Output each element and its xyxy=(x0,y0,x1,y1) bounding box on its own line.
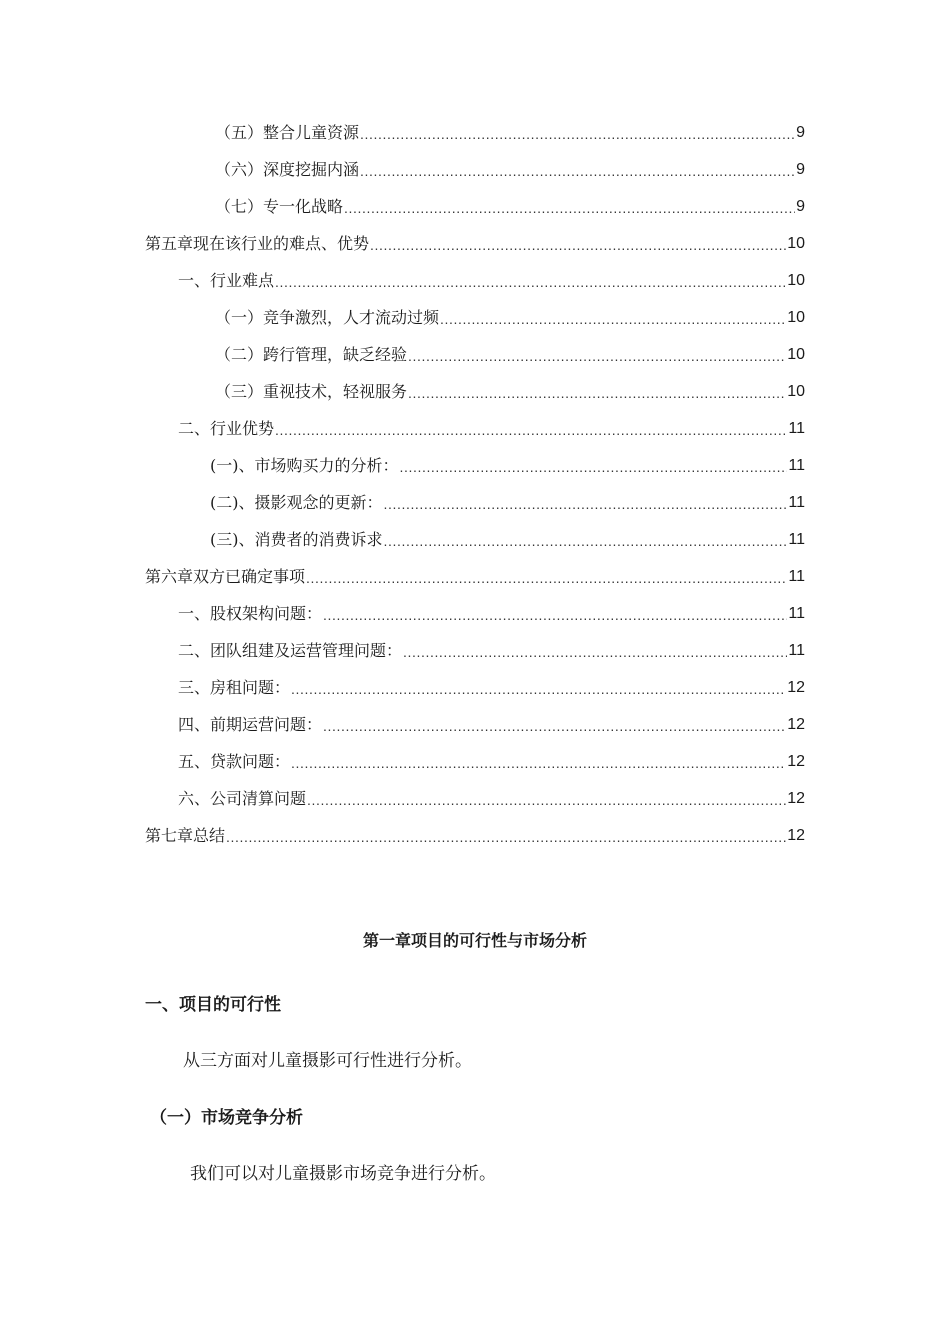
toc-entry-title: 第五章现在该行业的难点、优势 xyxy=(145,234,370,253)
toc-entry-page: 12 xyxy=(787,679,805,696)
toc-leader-dots xyxy=(384,497,788,511)
toc-leader-dots xyxy=(440,312,786,326)
toc-entry-title: 二、团队组建及运营管理问题： xyxy=(178,641,403,660)
toc-entry-title: 一、行业难点 xyxy=(178,271,275,290)
toc-entry-title: 第六章双方已确定事项 xyxy=(145,567,306,586)
toc-entry-page: 10 xyxy=(787,272,805,289)
toc-entry[interactable] xyxy=(178,747,805,773)
toc-entry-title: （三）重视技术，轻视服务 xyxy=(215,382,408,401)
toc-entry-page: 12 xyxy=(787,790,805,807)
toc-leader-dots xyxy=(306,571,787,585)
toc-entry-title: (三)、消费者的消费诉求 xyxy=(210,530,383,549)
toc-entry-title: 三、房租问题： xyxy=(178,678,291,697)
toc-entry-page: 9 xyxy=(796,124,805,141)
toc-entry[interactable] xyxy=(215,118,805,144)
toc-entry-page: 11 xyxy=(788,531,805,548)
toc-entry-title: （七）专一化战略 xyxy=(215,197,344,216)
toc-leader-dots xyxy=(344,201,795,215)
toc-entry-title: 六、公司清算问题 xyxy=(178,789,307,808)
toc-leader-dots xyxy=(275,423,787,437)
toc-entry-title: （一）竞争激烈，人才流动过频 xyxy=(215,308,440,327)
toc-entry[interactable] xyxy=(210,525,805,551)
toc-entry[interactable] xyxy=(215,192,805,218)
toc-entry[interactable] xyxy=(215,303,805,329)
toc-entry[interactable] xyxy=(178,636,805,662)
toc-leader-dots xyxy=(403,645,787,659)
toc-entry-page: 10 xyxy=(787,309,805,326)
chapter-title: 第一章项目的可行性与市场分析 xyxy=(362,931,587,950)
toc-entry-title: （五）整合儿童资源 xyxy=(215,123,360,142)
toc-leader-dots xyxy=(408,386,786,400)
toc-leader-dots xyxy=(370,238,786,252)
toc-leader-dots xyxy=(360,127,795,141)
toc-entry[interactable] xyxy=(215,340,805,366)
toc-entry[interactable] xyxy=(210,488,805,514)
subsection-title: （一）市场竞争分析 xyxy=(150,1108,303,1128)
toc-entry-page: 12 xyxy=(787,753,805,770)
toc-leader-dots xyxy=(275,275,786,289)
toc-entry-title: 五、贷款问题： xyxy=(178,752,291,771)
toc-entry[interactable] xyxy=(210,451,805,477)
toc-entry-title: （六）深度挖掘内涵 xyxy=(215,160,360,179)
toc-entry-page: 9 xyxy=(796,161,805,178)
toc-entry-page: 11 xyxy=(788,605,805,622)
toc-entry[interactable] xyxy=(145,229,805,255)
toc-entry-title: 二、行业优势 xyxy=(178,419,275,438)
toc-leader-dots xyxy=(226,830,786,844)
toc-entry-title: 第七章总结 xyxy=(145,826,226,845)
toc-entry-title: 四、前期运营问题： xyxy=(178,715,323,734)
toc-entry-page: 12 xyxy=(787,827,805,844)
toc-entry-page: 11 xyxy=(788,642,805,659)
toc-entry-page: 11 xyxy=(788,568,805,585)
toc-leader-dots xyxy=(400,460,788,474)
toc-entry-title: （二）跨行管理，缺乏经验 xyxy=(215,345,408,364)
toc-leader-dots xyxy=(360,164,795,178)
toc-leader-dots xyxy=(307,793,786,807)
toc-entry[interactable] xyxy=(178,414,805,440)
toc-leader-dots xyxy=(384,534,788,548)
toc-entry[interactable] xyxy=(178,710,805,736)
toc-leader-dots xyxy=(291,682,786,696)
section-title: 一、项目的可行性 xyxy=(145,995,281,1015)
toc-entry[interactable] xyxy=(178,266,805,292)
paragraph: 我们可以对儿童摄影市场竞争进行分析。 xyxy=(190,1164,496,1184)
paragraph: 从三方面对儿童摄影可行性进行分析。 xyxy=(183,1051,472,1071)
toc-entry[interactable] xyxy=(145,562,805,588)
toc-entry[interactable] xyxy=(178,784,805,810)
toc-entry-page: 12 xyxy=(787,716,805,733)
toc-entry-page: 11 xyxy=(788,457,805,474)
toc-entry-page: 11 xyxy=(788,420,805,437)
toc-entry-page: 10 xyxy=(787,346,805,363)
toc-entry-title: (二)、摄影观念的更新： xyxy=(210,493,383,512)
toc-entry[interactable] xyxy=(145,821,805,847)
toc-leader-dots xyxy=(291,756,786,770)
toc-entry-page: 9 xyxy=(796,198,805,215)
toc-leader-dots xyxy=(323,608,787,622)
toc-entry-title: 一、股权架构问题： xyxy=(178,604,323,623)
toc-entry-page: 10 xyxy=(787,383,805,400)
toc-entry[interactable] xyxy=(178,599,805,625)
toc-leader-dots xyxy=(408,349,786,363)
toc-entry[interactable] xyxy=(178,673,805,699)
toc-entry[interactable] xyxy=(215,155,805,181)
toc-leader-dots xyxy=(323,719,786,733)
toc-entry[interactable] xyxy=(215,377,805,403)
toc-entry-title: (一)、市场购买力的分析： xyxy=(210,456,399,475)
toc-entry-page: 10 xyxy=(787,235,805,252)
toc-entry-page: 11 xyxy=(788,494,805,511)
